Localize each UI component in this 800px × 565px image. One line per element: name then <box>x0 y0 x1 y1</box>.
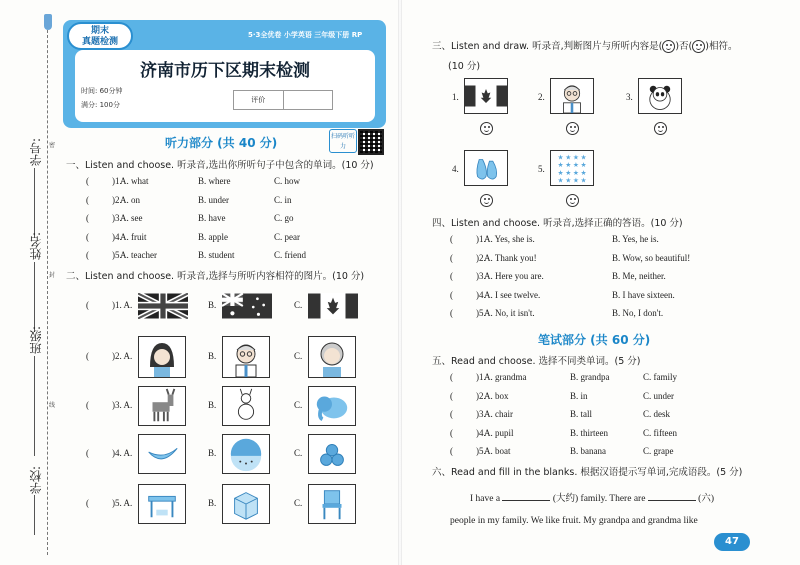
answer-paren[interactable]: ( <box>86 176 89 186</box>
picture-number: 2. <box>538 92 545 102</box>
svg-text:★: ★ <box>572 176 579 185</box>
school-label: 学校: <box>29 466 43 495</box>
class-label: 班级: <box>29 326 43 355</box>
option-text: A. Yes, she is. <box>484 234 535 244</box>
donkey-picture[interactable] <box>138 386 186 426</box>
dog-picture[interactable] <box>222 386 270 426</box>
option-text: B. have <box>198 213 226 223</box>
title-panel <box>75 50 375 122</box>
option-text: C. how <box>274 176 301 186</box>
binding-cut-line <box>47 20 48 555</box>
svg-text:★: ★ <box>565 176 572 185</box>
answer-paren[interactable]: ( <box>450 252 453 263</box>
option-text: A. on <box>120 194 140 205</box>
section6-instruction: 六、Read and fill in the blanks. 根据汉语提示写单词,完成语段。(5 分) <box>432 467 743 478</box>
option-text: A. Here you are. <box>484 271 544 281</box>
smile-icon[interactable] <box>480 194 493 207</box>
answer-paren[interactable]: ( <box>86 351 89 361</box>
answer-paren[interactable]: ( <box>86 213 89 223</box>
elephant-picture[interactable] <box>308 386 356 426</box>
answer-paren[interactable]: ( <box>86 498 89 508</box>
option-text: A. boat <box>484 446 511 456</box>
seal-mark: 密 <box>49 142 56 149</box>
rocket-icon <box>44 14 52 30</box>
option-text: B. banana <box>570 446 606 456</box>
option-text: B. Wow, so beautiful! <box>612 252 691 263</box>
table-picture[interactable] <box>138 484 186 524</box>
svg-text:★: ★ <box>557 176 564 185</box>
section4-instruction: 四、Listen and choose. 听录音,选择正确的答语。(10 分) <box>432 218 683 229</box>
question-number: )2. A. <box>112 351 133 361</box>
option-letter: B. <box>208 400 217 410</box>
option-text: B. tall <box>570 409 592 419</box>
svg-text:★: ★ <box>580 176 587 185</box>
section6-text: I have a <box>470 494 501 504</box>
option-text: C. fifteen <box>643 427 677 438</box>
student-id-label: 学号: <box>29 138 43 167</box>
option-text: B. grandpa <box>570 372 610 382</box>
question-number: )1. <box>476 372 486 382</box>
old-man-picture[interactable] <box>222 336 270 378</box>
seal-mark: 线 <box>49 402 56 409</box>
section3-instruction-end: )相符。 <box>705 41 738 52</box>
option-letter: B. <box>208 498 217 508</box>
option-letter: B. <box>208 448 217 458</box>
question-number: )5. A. <box>112 498 133 508</box>
section1-instruction: 一、Listen and choose. 听录音,选出你所听句子中包含的单词。(10 分) <box>66 160 374 171</box>
option-text: A. chair <box>484 409 513 419</box>
picture-number: 1. <box>452 92 459 102</box>
option-text: B. I have sixteen. <box>612 289 675 300</box>
section3-instruction-start: 三、Listen and draw. 听录音,判断图片与所听内容是( <box>432 41 663 52</box>
svg-text:★: ★ <box>557 168 564 177</box>
grade-box <box>233 90 333 110</box>
option-letter: C. <box>294 300 303 310</box>
answer-paren[interactable]: ( <box>86 448 89 458</box>
option-letter: C. <box>294 400 303 410</box>
girl-picture[interactable] <box>138 336 186 378</box>
option-text: A. box <box>484 390 509 401</box>
option-text: B. in <box>570 390 588 401</box>
answer-blank[interactable] <box>648 491 696 501</box>
answer-blank[interactable] <box>502 491 550 501</box>
answer-paren[interactable]: ( <box>450 308 453 318</box>
grade-label: 评价 <box>234 91 284 109</box>
exam-title: 济南市历下区期末检测 <box>140 61 310 81</box>
answer-paren[interactable]: ( <box>86 231 89 242</box>
option-text: C. desk <box>643 409 670 419</box>
name-line <box>34 262 35 332</box>
option-text: A. I see twelve. <box>484 289 541 300</box>
question-number: )5. <box>476 308 486 318</box>
question-number: )2. <box>476 252 486 263</box>
question-number: )5. <box>476 446 486 456</box>
australia-flag-picture[interactable] <box>222 293 272 319</box>
chair-picture[interactable] <box>308 484 356 524</box>
option-text: A. see <box>120 213 143 223</box>
class-line <box>34 356 35 456</box>
section6-text: (六) <box>698 494 714 504</box>
answer-paren[interactable]: ( <box>86 250 89 260</box>
svg-text:★: ★ <box>580 153 587 162</box>
svg-text:★: ★ <box>565 153 572 162</box>
qr-tag: 扫码听听力 <box>329 129 357 153</box>
answer-paren[interactable]: ( <box>86 400 89 410</box>
seal-mark: 封 <box>49 272 56 279</box>
option-text: A. what <box>120 176 149 186</box>
option-text: B. apple <box>198 231 228 242</box>
question-number: )4. <box>476 289 486 300</box>
stars-picture[interactable] <box>550 150 594 186</box>
section3-instruction-mid: )否( <box>675 41 693 52</box>
option-letter: C. <box>294 351 303 361</box>
option-text: B. where <box>198 176 231 186</box>
option-text: A. No, it isn't. <box>484 308 535 318</box>
qr-code-icon <box>358 129 384 155</box>
option-text: A. grandma <box>484 372 527 382</box>
option-text: C. under <box>643 390 674 401</box>
option-text: C. grape <box>643 446 674 456</box>
option-text: A. Thank you! <box>484 252 537 263</box>
svg-text:★: ★ <box>572 161 579 170</box>
question-number: )1. <box>112 176 122 186</box>
svg-text:★: ★ <box>565 161 572 170</box>
smile-icon <box>662 40 675 53</box>
option-text: B. No, I don't. <box>612 308 664 318</box>
banana-picture[interactable] <box>138 434 186 474</box>
svg-text:★: ★ <box>557 153 564 162</box>
picture-number: 4. <box>452 164 459 174</box>
svg-text:★: ★ <box>557 161 564 170</box>
pears-picture[interactable] <box>464 150 508 186</box>
question-number: )2. <box>112 194 122 205</box>
watermelon-picture[interactable] <box>222 434 270 474</box>
box-picture[interactable] <box>222 484 270 524</box>
option-text: B. Me, neither. <box>612 271 666 281</box>
option-text: C. pear <box>274 231 300 242</box>
option-text: A. teacher <box>120 250 157 260</box>
question-number: )1. <box>476 234 486 244</box>
section3-instruction <box>432 38 737 53</box>
smile-icon[interactable] <box>480 122 493 135</box>
old-man-picture[interactable] <box>550 78 594 114</box>
picture-number: 3. <box>626 92 633 102</box>
svg-text:★: ★ <box>572 168 579 177</box>
question-number: )3. <box>476 271 486 281</box>
option-text: A. pupil <box>484 427 514 438</box>
answer-paren[interactable]: ( <box>450 271 453 281</box>
section6-line2: people in my family. We like fruit. My grandpa and grandma like <box>450 516 698 526</box>
question-number: )3. <box>112 213 122 223</box>
answer-paren[interactable]: ( <box>86 300 89 310</box>
question-number: )3. A. <box>112 400 133 410</box>
question-number: )1. A. <box>112 300 133 310</box>
option-text: B. under <box>198 194 229 205</box>
school-line <box>34 495 35 535</box>
picture-number: 5. <box>538 164 545 174</box>
grapes-picture[interactable] <box>308 434 356 474</box>
student-id-line <box>34 168 35 238</box>
grade-field[interactable] <box>284 91 333 109</box>
answer-paren[interactable]: ( <box>450 427 453 438</box>
option-letter: B. <box>208 300 217 310</box>
panda-picture[interactable] <box>638 78 682 114</box>
name-label: 姓名: <box>29 232 43 261</box>
option-text: B. Yes, he is. <box>612 234 659 244</box>
exam-header <box>63 20 386 128</box>
uk-flag-picture[interactable] <box>138 293 188 319</box>
question-number: )5. <box>112 250 122 260</box>
answer-paren[interactable]: ( <box>450 390 453 401</box>
option-letter: C. <box>294 498 303 508</box>
option-text: C. family <box>643 372 677 382</box>
exam-time: 时间: 60分钟 <box>81 87 123 95</box>
page-number: 47 <box>714 533 750 551</box>
question-number: )3. <box>476 409 486 419</box>
smile-icon <box>692 40 705 53</box>
exam-score: 满分: 100分 <box>81 101 120 109</box>
series-info: 5·3全优卷 小学英语 三年级下册 RP <box>248 31 363 39</box>
question-number: )4. <box>112 231 122 242</box>
section3-points: (10 分) <box>448 61 481 72</box>
answer-paren[interactable]: ( <box>450 289 453 300</box>
grandma-picture[interactable] <box>308 336 356 378</box>
answer-paren[interactable]: ( <box>450 234 453 244</box>
smile-icon[interactable] <box>566 122 579 135</box>
listening-section-title: 听力部分 (共 40 分) <box>165 136 278 150</box>
canada-flag-picture[interactable] <box>464 78 508 114</box>
answer-paren[interactable]: ( <box>450 409 453 419</box>
option-text: B. student <box>198 250 235 260</box>
writing-section-title: 笔试部分 (共 60 分) <box>538 333 651 347</box>
answer-paren[interactable]: ( <box>450 446 453 456</box>
smile-icon[interactable] <box>654 122 667 135</box>
option-text: B. thirteen <box>570 427 608 438</box>
answer-paren[interactable]: ( <box>86 194 89 205</box>
exam-badge: 期末 真题检测 <box>67 22 133 50</box>
section2-instruction: 二、Listen and choose. 听录音,选择与所听内容相符的图片。(10 分) <box>66 271 365 282</box>
section6-text: (大约) family. There are <box>552 494 646 504</box>
canada-flag-picture[interactable] <box>308 293 358 319</box>
option-text: C. friend <box>274 250 306 260</box>
svg-text:★: ★ <box>580 161 587 170</box>
svg-text:★: ★ <box>572 153 579 162</box>
section5-instruction: 五、Read and choose. 选择不同类单词。(5 分) <box>432 356 641 367</box>
question-number: )4. <box>476 427 486 438</box>
option-letter: B. <box>208 351 217 361</box>
smile-icon[interactable] <box>566 194 579 207</box>
svg-text:★: ★ <box>580 168 587 177</box>
answer-paren[interactable]: ( <box>450 372 453 382</box>
section6-line1 <box>470 490 714 504</box>
option-letter: C. <box>294 448 303 458</box>
question-number: )2. <box>476 390 486 401</box>
question-number: )4. A. <box>112 448 133 458</box>
svg-text:★: ★ <box>565 168 572 177</box>
option-text: A. fruit <box>120 231 147 242</box>
book-spine <box>398 0 402 565</box>
option-text: C. go <box>274 213 294 223</box>
option-text: C. in <box>274 194 292 205</box>
